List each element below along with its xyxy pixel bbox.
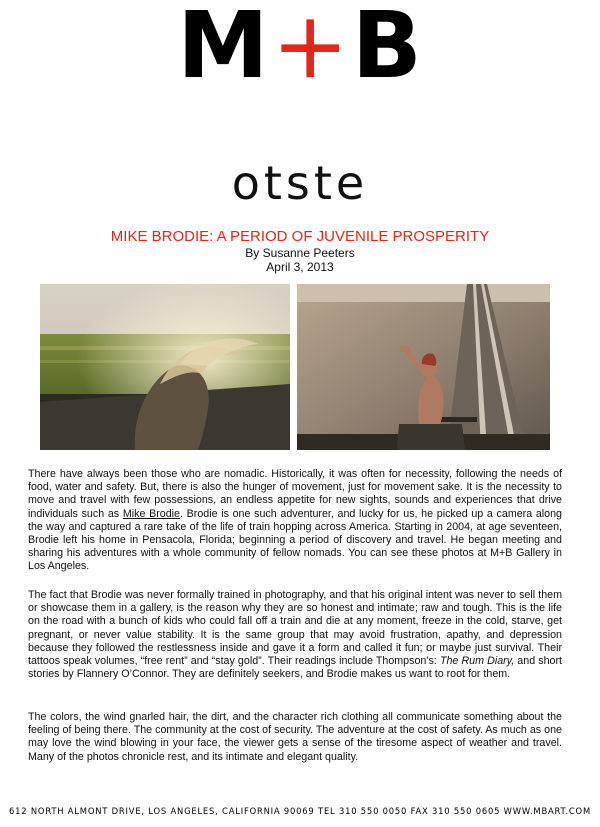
article-headline: MIKE BRODIE: A PERIOD OF JUVENILE PROSPERITY [110, 228, 490, 245]
paragraph-1-text-start: There have always been those who are nomadic. Historically, it was often for necessity, following the needs of food, water and safety. But, there is also the hunger of movement, just for movement sake. It is the necessity to move and travel with few possessions, an endless appetite for new sights, sounds and experiences that drive individuals such as [28, 468, 562, 520]
article-paragraph-3 [28, 711, 562, 764]
otste-wordmark-icon [205, 163, 395, 207]
paragraph-3-text: The colors, the wind gnarled hair, the dirt, and the character rich clothing all communicate something about the feeling of being there. The community at the cost of security. The adventure at the cost of safety. As much as one may love the wind blowing in your face, the viewer gets a sense of the tiresome aspect of weather and travel. Many of the photos chronicle rest, and its intimate and elegant quality. [28, 711, 562, 763]
article-byline: By Susanne Peeters [245, 246, 355, 260]
publication-logo [0, 163, 600, 213]
gallery-address-footer: 612 NORTH ALMONT DRIVE, LOS ANGELES, CALIFORNIA 90069 TEL 310 550 0050 FAX 310 550 0605 WWW.MBART.COM [9, 806, 591, 816]
paragraph-2-text-start: The fact that Brodie was never formally trained in photography, and that his original intent was never to sell them or showcase them in a gallery, is the reason why they are so honest and intimate; raw and tough. This is the life on the road with a bunch of kids who could fall off a train and die at any moment, freeze in the cold, starve, get pregnant, or never value stability. It is the same group that may avoid frustration, apathy, and depression because they followed the restlessness inside and gave it a form and called it fun; or maybe just survival. Their tattoos speak volumes, “free rent” and “stay gold”. Their readings include Thompson’s: [28, 589, 562, 668]
logo-letter-m: M [177, 0, 270, 99]
publication-name: otste [231, 163, 369, 207]
photo-girl-on-train [40, 284, 290, 450]
logo-letter-b: B [351, 0, 423, 99]
paragraph-2-text-end: and short stories by Flannery O’Connor. They are definitely seekers, and Brodie makes us want to root for them. [28, 655, 562, 681]
article-paragraph-2 [28, 589, 562, 681]
article-date: April 3, 2013 [266, 260, 334, 274]
book-title: The Rum Diary, [439, 655, 515, 668]
logo-plus: + [271, 0, 350, 99]
photo-boy-on-train [297, 284, 550, 450]
paragraph-1-text-end: . Brodie is one such adventurer, and lucky for us, he picked up a camera along the way and captured a rare take of the life of train hopping across America. Starting in 2004, at age seventeen, Brodie left his home in Pensacola, Florida; beginning a period of discovery and travel. He began meeting and sharing his adventures with a whole community of fellow nomads. You can see these photos at M+B Gallery in Los Angeles. [28, 507, 563, 573]
article-paragraph-1 [28, 468, 562, 574]
mike-brodie-link[interactable]: Mike Brodie [122, 507, 180, 520]
mb-logo [0, 0, 600, 99]
